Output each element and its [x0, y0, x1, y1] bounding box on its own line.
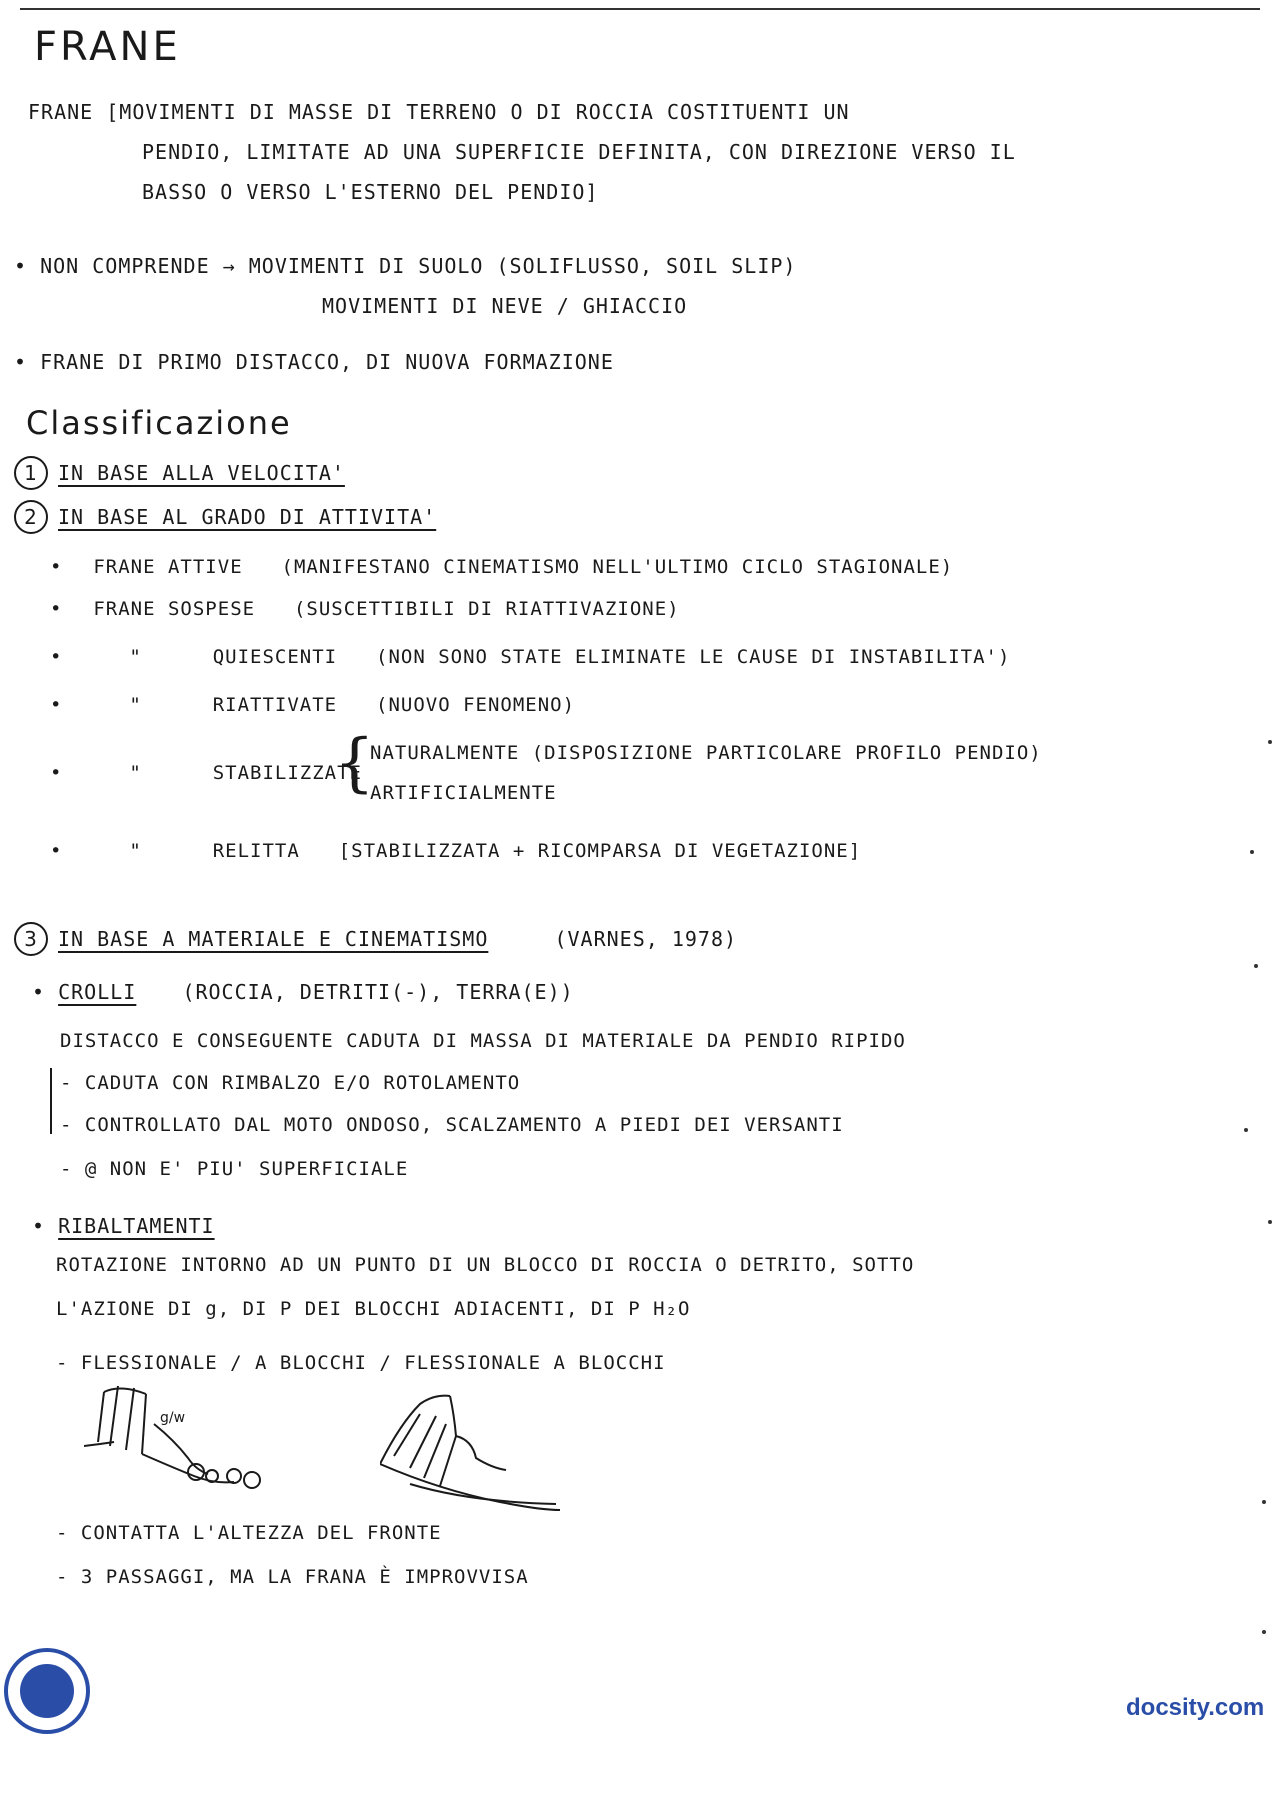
ditto-mark: " [129, 840, 142, 862]
class-item-1 [14, 456, 345, 490]
curly-brace: { [334, 726, 375, 800]
docsity-logo-icon [4, 1648, 90, 1734]
sketch-label: g/w [160, 1410, 186, 1426]
item-name: FRANE SOSPESE [93, 598, 256, 620]
definition-line-1: FRANE [MOVIMENTI DI MASSE DI TERRENO O DI ROCCIA COSTITUENTI UN [28, 100, 850, 124]
bullet: • [32, 1214, 46, 1238]
ribaltamenti-types: - FLESSIONALE / A BLOCCHI / FLESSIONALE A BLOCCHI [56, 1352, 666, 1374]
primo-distacco-line: • FRANE DI PRIMO DISTACCO, DI NUOVA FORMAZIONE [14, 350, 614, 374]
bullet: • [32, 980, 46, 1004]
definition-line-3: BASSO O VERSO L'ESTERNO DEL PENDIO] [142, 180, 599, 204]
margin-speck [1262, 1500, 1266, 1504]
definition-line-2: PENDIO, LIMITATE AD UNA SUPERFICIE DEFINITA, CON DIREZIONE VERSO IL [142, 140, 1016, 164]
stabilizzate-option-1: NATURALMENTE (DISPOSIZIONE PARTICOLARE PROFILO PENDIO) [370, 742, 1042, 764]
item-desc: (SUSCETTIBILI DI RIATTIVAZIONE) [293, 598, 680, 620]
item-desc: (MANIFESTANO CINEMATISMO NELL'ULTIMO CICLO STAGIONALE) [281, 556, 954, 578]
list-item [50, 556, 953, 578]
margin-speck [1250, 850, 1254, 854]
crolli-description: DISTACCO E CONSEGUENTE CADUTA DI MASSA DI MATERIALE DA PENDIO RIPIDO [60, 1030, 906, 1052]
crolli-sub-2: - CONTROLLATO DAL MOTO ONDOSO, SCALZAMENTO A PIEDI DEI VERSANTI [60, 1114, 844, 1136]
bullet: • [50, 598, 63, 620]
margin-speck [1262, 1630, 1266, 1634]
stabilizzate-option-2: ARTIFICIALMENTE [370, 782, 557, 804]
ribaltamenti-heading [32, 1214, 215, 1238]
crolli-materials: (ROCCIA, DETRITI(-), TERRA(E)) [182, 980, 574, 1004]
class-item-3 [14, 922, 737, 956]
class-item-2 [14, 500, 436, 534]
relitta-row [50, 840, 861, 862]
item-name: RIATTIVATE [212, 694, 338, 716]
crolli-sub-1: - CADUTA CON RIMBALZO E/O ROTOLAMENTO [60, 1072, 521, 1094]
margin-speck [1268, 1220, 1272, 1224]
ribaltamenti-sub-2: - 3 PASSAGGI, MA LA FRANA È IMPROVVISA [56, 1566, 529, 1588]
ribaltamenti-desc-2: L'AZIONE DI g, DI P DEI BLOCCHI ADIACENTI, DI P H₂O [56, 1298, 691, 1320]
non-comprende-line-2: MOVIMENTI DI NEVE / GHIACCIO [322, 294, 688, 318]
class-item-3-ref: (VARNES, 1978) [554, 927, 738, 951]
item-name: QUIESCENTI [212, 646, 338, 668]
top-rule [20, 8, 1260, 10]
circled-number-2: 2 [14, 500, 48, 534]
list-item [50, 598, 680, 620]
bullet: • [50, 840, 63, 862]
item-desc: (NUOVO FENOMENO) [376, 694, 576, 716]
non-comprende-line-1: • NON COMPRENDE → MOVIMENTI DI SUOLO (SOLIFLUSSO, SOIL SLIP) [14, 254, 797, 278]
circled-number-3: 3 [14, 922, 48, 956]
bracket-line [50, 1068, 52, 1134]
ribaltamenti-title: RIBALTAMENTI [58, 1214, 215, 1238]
list-item [50, 646, 1010, 668]
classificazione-heading: Classificazione [26, 404, 292, 442]
footer-brand: docsity.com [1126, 1694, 1265, 1721]
logo-inner-disc [20, 1664, 74, 1718]
bullet: • [50, 646, 63, 668]
bullet: • [50, 556, 63, 578]
item-desc: (NON SONO STATE ELIMINATE LE CAUSE DI INSTABILITA') [376, 646, 1011, 668]
margin-speck [1254, 964, 1258, 968]
list-item [50, 694, 575, 716]
class-item-3-text: IN BASE A MATERIALE E CINEMATISMO [58, 927, 489, 951]
page-title: FRANE [34, 24, 181, 70]
stabilizzate-row [50, 762, 362, 784]
ditto-mark: " [129, 762, 142, 784]
ditto-mark: " [129, 694, 142, 716]
item-name: STABILIZZATE [212, 762, 362, 784]
block-toppling-sketch [380, 1394, 580, 1514]
class-item-1-text: IN BASE ALLA VELOCITA' [58, 461, 345, 485]
crolli-title: CROLLI [58, 980, 137, 1004]
circled-number-1: 1 [14, 456, 48, 490]
item-name: FRANE ATTIVE [93, 556, 243, 578]
item-desc: [STABILIZZATA + RICOMPARSA DI VEGETAZIONE] [338, 840, 862, 862]
flexural-toppling-sketch [84, 1384, 324, 1504]
ribaltamenti-desc-1: ROTAZIONE INTORNO AD UN PUNTO DI UN BLOCCO DI ROCCIA O DETRITO, SOTTO [56, 1254, 915, 1276]
item-name: RELITTA [212, 840, 300, 862]
bullet: • [50, 694, 63, 716]
ribaltamenti-sub-1: - CONTATTA L'ALTEZZA DEL FRONTE [56, 1522, 442, 1544]
class-item-2-text: IN BASE AL GRADO DI ATTIVITA' [58, 505, 437, 529]
bullet: • [50, 762, 63, 784]
margin-speck [1244, 1128, 1248, 1132]
margin-speck [1268, 740, 1272, 744]
ditto-mark: " [129, 646, 142, 668]
crolli-heading [32, 980, 574, 1004]
crolli-sub-3: - @ NON E' PIU' SUPERFICIALE [60, 1158, 409, 1180]
